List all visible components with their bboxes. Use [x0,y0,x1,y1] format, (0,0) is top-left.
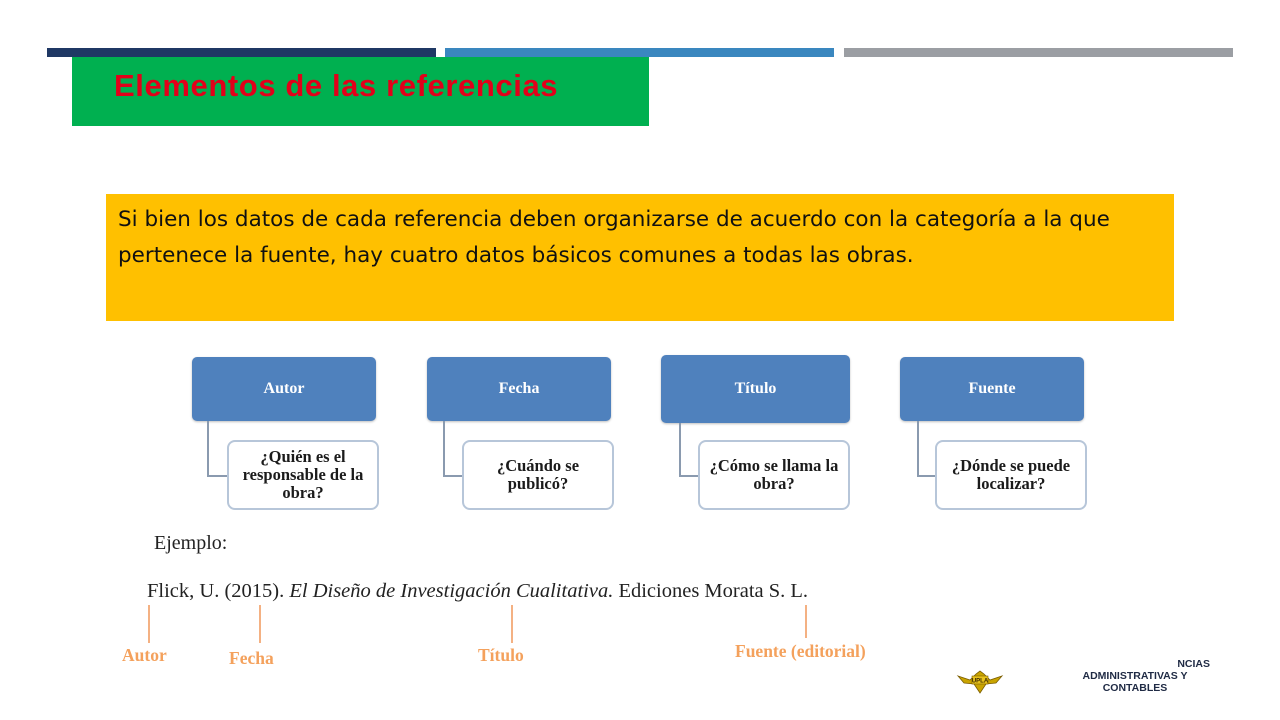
annotation-autor: Autor [122,645,167,665]
faculty-line1: NCIAS [1177,658,1210,670]
note-box [106,194,1174,321]
note-text: Si bien los datos de cada referencia deben organizarse de acuerdo con la categoría a la que pertenece la fuente, hay cuatro datos básicos comunes a todas las obras. [118,207,1110,268]
citation [147,580,808,603]
faculty-line3: CONTABLES [1102,682,1168,694]
citation-author: Flick, U. [147,580,220,602]
annotation-fecha: Fecha [229,648,274,668]
connector-autor [207,421,229,477]
citation-title: El Diseño de Investigación Cualitativa. [289,580,614,602]
tick-autor [148,605,150,643]
logo-text: UPLA [971,678,989,685]
university-logo [956,668,1004,694]
example-label: Ejemplo: [154,532,228,554]
connector-fuente [917,421,937,477]
category-titulo: Título [661,355,850,423]
category-fuente: Fuente [900,357,1084,421]
connector-fecha [443,421,464,477]
faculty-name [1060,658,1210,694]
question-fecha: ¿Cuándo se publicó? [462,440,614,510]
tick-titulo [511,605,513,643]
connector-titulo [679,423,700,477]
title-banner [72,57,649,126]
annotation-fuente: Fuente (editorial) [735,641,866,661]
tick-fecha [259,605,261,643]
top-bar-gray [844,48,1233,57]
page-title: Elementos de las referencias [114,68,559,103]
top-bar-dark [47,48,436,57]
annotation-titulo: Título [478,645,524,665]
question-fuente: ¿Dónde se puede localizar? [935,440,1087,510]
question-autor: ¿Quién es el responsable de la obra? [227,440,379,510]
faculty-line2: ADMINISTRATIVAS Y [1082,670,1188,682]
citation-date: (2015). [224,580,285,602]
category-autor: Autor [192,357,376,421]
tick-fuente [805,605,807,638]
question-titulo: ¿Cómo se llama la obra? [698,440,850,510]
top-bar-blue [445,48,834,57]
citation-publisher: Ediciones Morata S. L. [618,580,809,602]
category-fecha: Fecha [427,357,611,421]
